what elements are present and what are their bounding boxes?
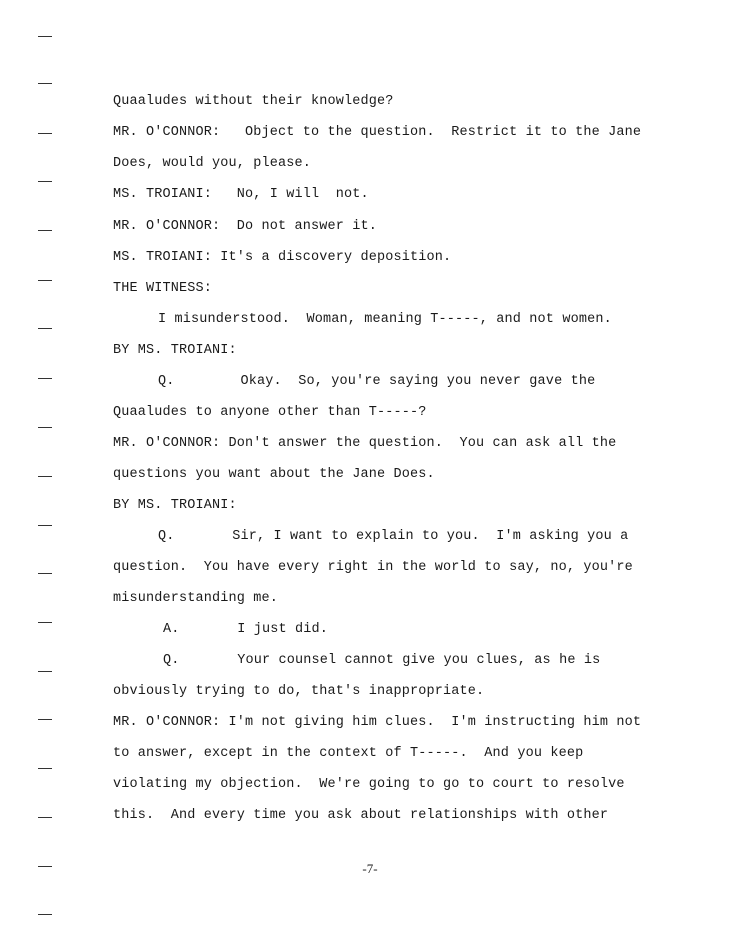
line-number-margin (0, 0, 60, 944)
margin-tick (38, 181, 52, 182)
transcript-line: THE WITNESS: (113, 281, 213, 296)
transcript-line: to answer, except in the context of T-----. And you keep (113, 746, 584, 761)
transcript-line: MR. O'CONNOR: Object to the question. Restrict it to the Jane (113, 125, 642, 140)
margin-tick (38, 133, 52, 134)
transcript-line: question. You have every right in the world to say, no, you're (113, 560, 633, 575)
transcript-line: violating my objection. We're going to go to court to resolve (113, 777, 625, 792)
transcript-line: misunderstanding me. (113, 591, 279, 606)
transcript-line: Does, would you, please. (113, 156, 312, 171)
margin-tick (38, 622, 52, 623)
margin-tick (38, 768, 52, 769)
transcript-line: Quaaludes without their knowledge? (113, 94, 394, 109)
margin-tick (38, 671, 52, 672)
margin-tick (38, 328, 52, 329)
transcript-line: this. And every time you ask about relationships with other (113, 808, 609, 823)
page-number: -7- (362, 861, 378, 876)
transcript-line: Q. Sir, I want to explain to you. I'm asking you a (158, 529, 629, 544)
margin-tick (38, 83, 52, 84)
transcript-line: MR. O'CONNOR: Don't answer the question. You can ask all the (113, 436, 617, 451)
transcript-line: MS. TROIANI: No, I will not. (113, 187, 369, 202)
transcript-line: Quaaludes to anyone other than T-----? (113, 405, 427, 420)
margin-tick (38, 280, 52, 281)
transcript-line: questions you want about the Jane Does. (113, 467, 435, 482)
transcript-line: Q. Your counsel cannot give you clues, as he is (163, 653, 601, 668)
transcript-line: BY MS. TROIANI: (113, 498, 237, 513)
margin-tick (38, 525, 52, 526)
transcript-line: MR. O'CONNOR: I'm not giving him clues. I'm instructing him not (113, 715, 642, 730)
transcript-line: A. I just did. (163, 622, 329, 637)
margin-tick (38, 914, 52, 915)
margin-tick (38, 230, 52, 231)
transcript-line: MS. TROIANI: It's a discovery deposition. (113, 250, 452, 265)
margin-tick (38, 378, 52, 379)
transcript-line: I misunderstood. Woman, meaning T-----, and not women. (158, 312, 612, 327)
transcript-line: MR. O'CONNOR: Do not answer it. (113, 219, 378, 234)
transcript-line: obviously trying to do, that's inappropriate. (113, 684, 485, 699)
margin-tick (38, 476, 52, 477)
transcript-line: Q. Okay. So, you're saying you never gave the (158, 374, 596, 389)
margin-tick (38, 719, 52, 720)
margin-tick (38, 427, 52, 428)
margin-tick (38, 817, 52, 818)
transcript-line: BY MS. TROIANI: (113, 343, 237, 358)
margin-tick (38, 36, 52, 37)
margin-tick (38, 573, 52, 574)
